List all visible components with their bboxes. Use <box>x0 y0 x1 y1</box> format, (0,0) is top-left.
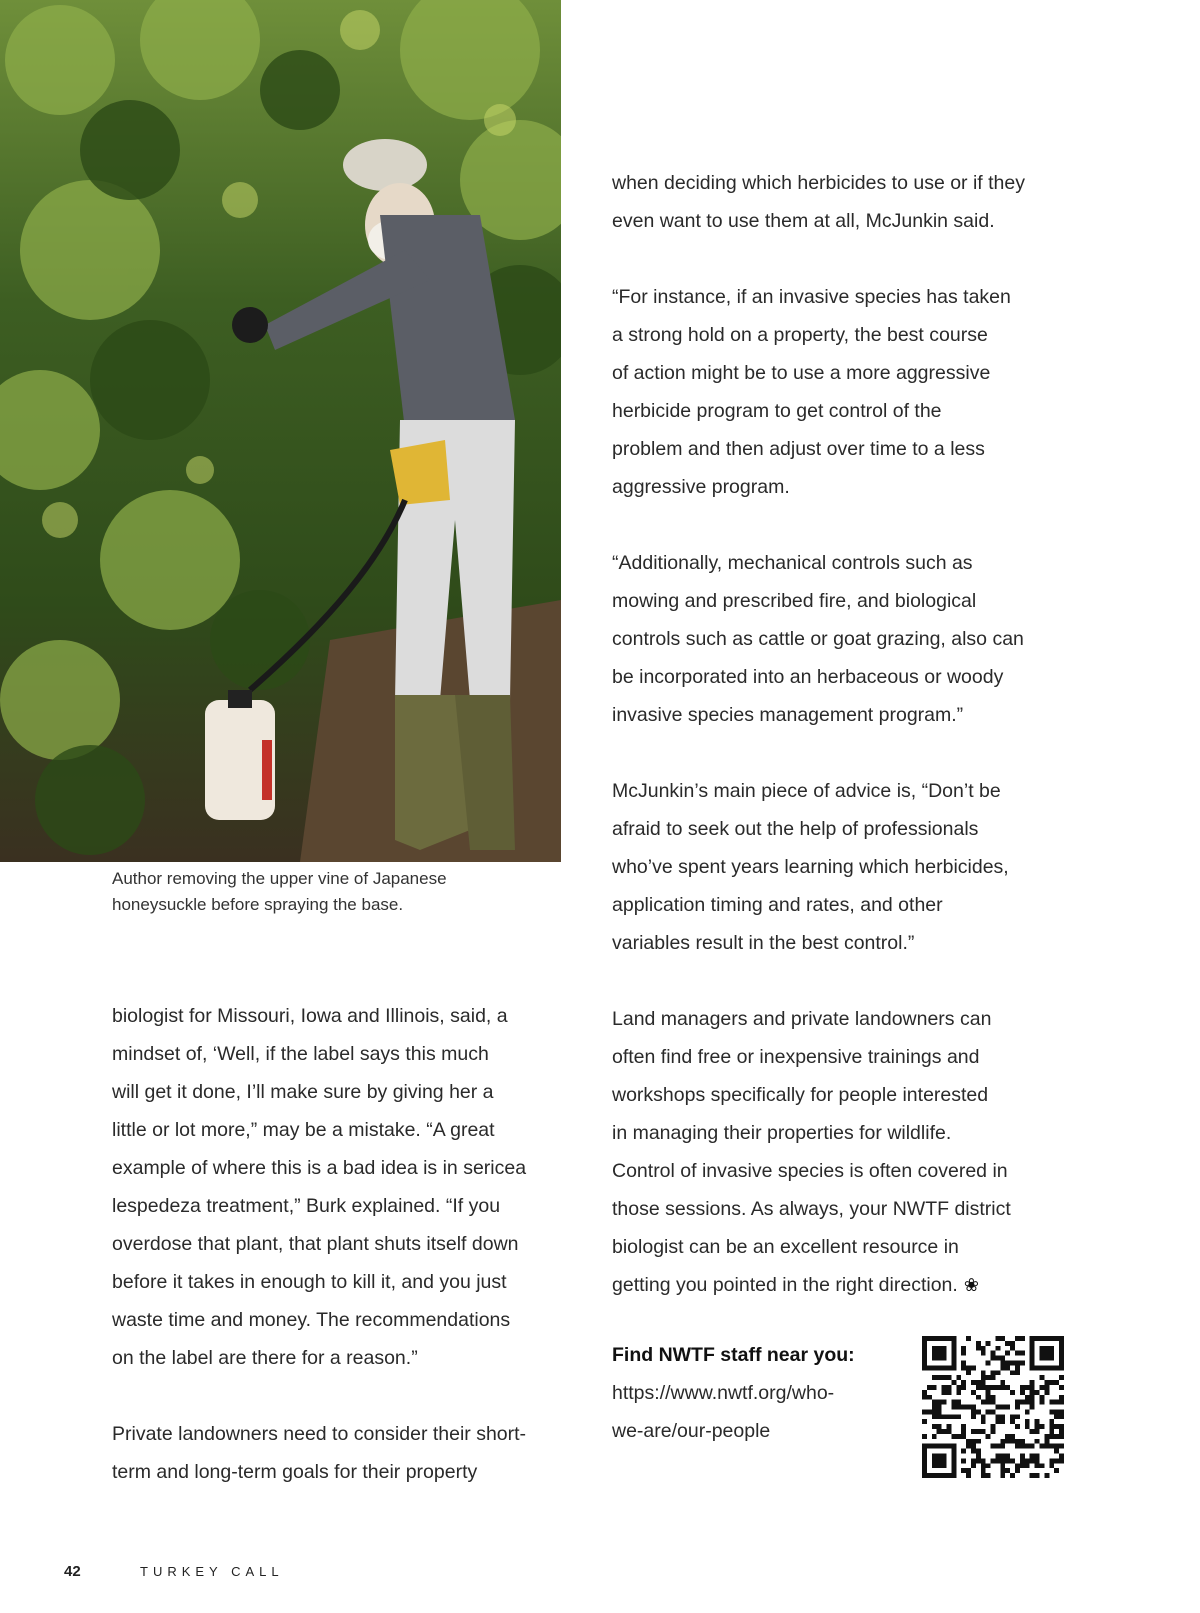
article-photo <box>0 0 561 862</box>
caption-line: honeysuckle before spraying the base. <box>112 895 404 914</box>
body-line: McJunkin’s main piece of advice is, “Don’t be <box>612 780 1001 802</box>
staff-url-line[interactable]: we-are/our-people <box>612 1420 771 1442</box>
body-line: will get it done, I’ll make sure by giving her a <box>112 1081 494 1103</box>
body-line: overdose that plant, that plant shuts itself down <box>112 1233 519 1255</box>
find-staff-heading: Find NWTF staff near you: <box>612 1344 855 1366</box>
right-column <box>612 164 1082 1304</box>
body-line: variables result in the best control.” <box>612 932 915 954</box>
body-line: Land managers and private landowners can <box>612 1008 992 1030</box>
body-line: problem and then adjust over time to a less <box>612 438 985 460</box>
body-line: afraid to seek out the help of professionals <box>612 818 979 840</box>
body-line: often find free or inexpensive trainings and <box>612 1046 980 1068</box>
body-line: a strong hold on a property, the best course <box>612 324 988 346</box>
body-line: when deciding which herbicides to use or if they <box>612 172 1025 194</box>
body-line-text: getting you pointed in the right direction. <box>612 1274 958 1296</box>
left-column <box>112 997 572 1491</box>
body-line: biologist can be an excellent resource in <box>612 1236 959 1258</box>
body-line: aggressive program. <box>612 476 790 498</box>
body-line: even want to use them at all, McJunkin said. <box>612 210 995 232</box>
publication-name: TURKEY CALL <box>140 1564 284 1579</box>
body-line: in managing their properties for wildlife. <box>612 1122 952 1144</box>
page-number: 42 <box>64 1563 81 1580</box>
body-line: mindset of, ‘Well, if the label says this much <box>112 1043 489 1065</box>
body-line: “For instance, if an invasive species has taken <box>612 286 1011 308</box>
body-line: on the label are there for a reason.” <box>112 1347 418 1369</box>
body-line: application timing and rates, and other <box>612 894 943 916</box>
caption-line: Author removing the upper vine of Japanese <box>112 869 447 888</box>
body-line: of action might be to use a more aggressive <box>612 362 991 384</box>
page-footer <box>64 1563 284 1580</box>
paragraph-gap <box>612 962 1082 1000</box>
body-line: term and long-term goals for their property <box>112 1461 478 1483</box>
photo-caption <box>112 866 552 918</box>
body-line: invasive species management program.” <box>612 704 964 726</box>
body-line: Private landowners need to consider their short- <box>112 1423 527 1445</box>
paragraph-gap <box>112 1377 572 1415</box>
paragraph-gap <box>612 734 1082 772</box>
body-line: who’ve spent years learning which herbicides, <box>612 856 1009 878</box>
body-line: controls such as cattle or goat grazing, also can <box>612 628 1024 650</box>
body-line: those sessions. As always, your NWTF district <box>612 1198 1011 1220</box>
paragraph-gap <box>612 240 1082 278</box>
body-line: be incorporated into an herbaceous or woody <box>612 666 1004 688</box>
body-line-last <box>612 1266 1082 1304</box>
body-line: “Additionally, mechanical controls such as <box>612 552 973 574</box>
body-line: waste time and money. The recommendations <box>112 1309 511 1331</box>
body-line: little or lot more,” may be a mistake. “A great <box>112 1119 495 1141</box>
body-line: workshops specifically for people interested <box>612 1084 989 1106</box>
find-staff-block <box>612 1336 892 1450</box>
body-line: Control of invasive species is often covered in <box>612 1160 1008 1182</box>
body-line: mowing and prescribed fire, and biological <box>612 590 977 612</box>
qr-code-icon[interactable] <box>922 1336 1064 1478</box>
body-line: biologist for Missouri, Iowa and Illinois, said, a <box>112 1005 508 1027</box>
paragraph-gap <box>612 506 1082 544</box>
staff-url-line[interactable]: https://www.nwtf.org/who- <box>612 1382 835 1404</box>
body-line: example of where this is a bad idea is in sericea <box>112 1157 527 1179</box>
body-line: lespedeza treatment,” Burk explained. “If you <box>112 1195 501 1217</box>
body-line: before it takes in enough to kill it, and you just <box>112 1271 507 1293</box>
turkey-end-mark-icon: ❀ <box>963 1275 979 1295</box>
body-line: herbicide program to get control of the <box>612 400 942 422</box>
